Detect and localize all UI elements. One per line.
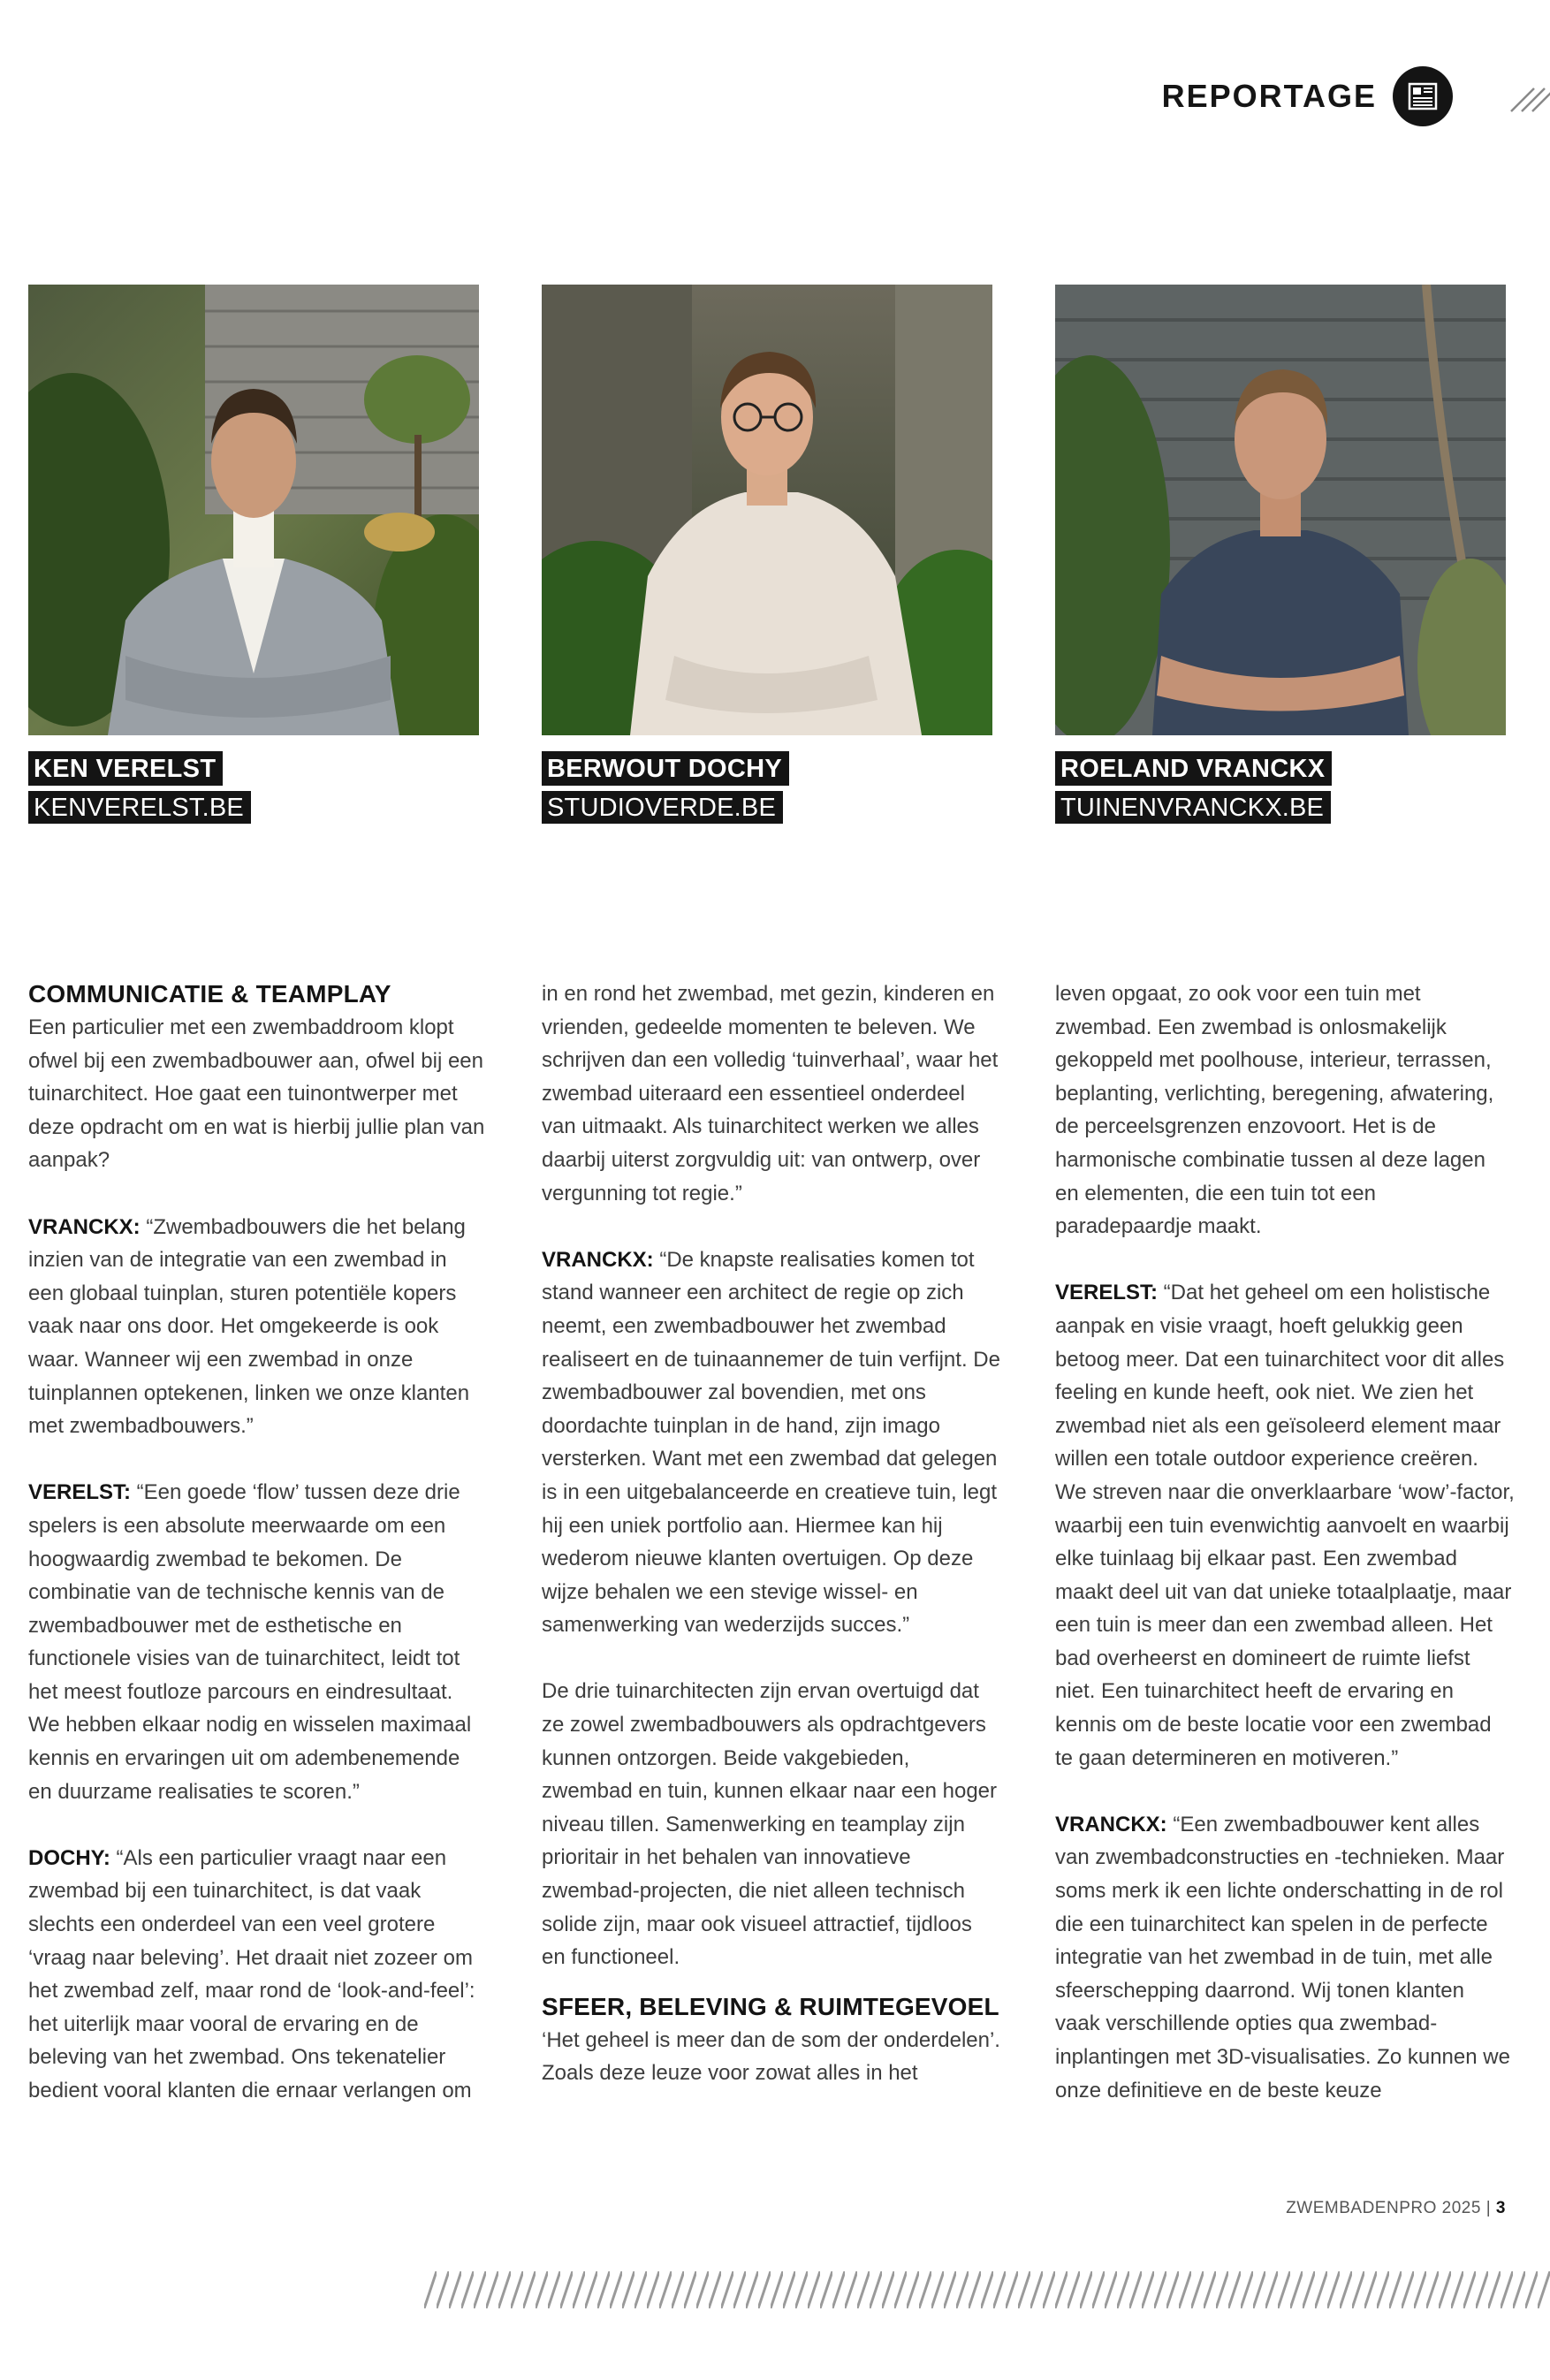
publication-name: ZWEMBADENPRO 2025 | [1286, 2199, 1496, 2217]
portrait-website-link[interactable]: STUDIOVERDE.BE [542, 791, 783, 824]
quote-paragraph [1055, 1808, 1515, 2107]
quote-paragraph [1055, 1276, 1515, 1775]
portrait-photo-berwout-dochy [542, 285, 992, 735]
sfeer-continuation: leven opgaat, zo ook voor een tuin met zwembad. Een zwembad is onlosmakelijk gekoppeld met poolhouse, interieur, terrassen, beplanting, verlichting, beregening, afwatering, de perceelsgrenzen enzovoort. Het is de harmonische combinatie tussen al deze lagen en elementen, die een tuin tot een paradepaardje maakt. [1055, 982, 1494, 1239]
quote-text: “Een goede ‘flow’ tussen deze drie spelers is een absolute meerwaarde om een hoogwaardig zwembad te bekomen. De combinatie van de technische kennis van de zwembadbouwer met de esthetische en functionele visies van de tuinarchitect, leidt tot het meest foutloze parcours en eindresultaat. We hebben elkaar nodig en wisselen maximaal kennis en ervaringen uit om adembenemende en duurzame realisaties te scoren.” [28, 1480, 472, 1804]
portrait-caption [28, 751, 479, 824]
quote-text: “Zwembadbouwers die het belang inzien van de integratie van een zwembad in een globaal tuinplan, sturen potentiële kopers vaak naar ons door. Het omgekeerde is ook waar. Wanneer wij een zwembad in onze tuinplannen optekenen, linken we onze klanten met zwembadbouwers.” [28, 1214, 470, 1439]
speaker-label: VRANCKX: [542, 1247, 654, 1272]
portrait-card-roeland-vranckx [1055, 285, 1506, 824]
article-column-3 [1055, 977, 1515, 2107]
newspaper-icon [1393, 66, 1453, 126]
speaker-label: VERELST: [1055, 1281, 1159, 1305]
speaker-label: VRANCKX: [1055, 1812, 1167, 1836]
speaker-label: DOCHY: [28, 1845, 110, 1870]
portrait-card-ken-verelst [28, 285, 479, 824]
portrait-card-berwout-dochy [542, 285, 992, 824]
section-tag [1162, 64, 1453, 129]
section-label: REPORTAGE [1161, 78, 1377, 114]
article-column-2 [542, 977, 1001, 2090]
quote-continuation: in en rond het zwembad, met gezin, kinderen en vrienden, gedeelde momenten te beleven. We schrijven dan een volledig ‘tuinverhaal’, waar het zwembad uiteraard een essentieel onderdeel van uitmaakt. Als tuinarchitect werken we alles daarbij uiterst zorgvuldig uit: van ontwerp, over vergunning tot regie.” [542, 982, 999, 1205]
heading-sfeer: SFEER, BELEVING & RUIMTEGEVOEL [542, 1992, 999, 2020]
portrait-caption [1055, 751, 1506, 824]
bottom-hatch-decoration [424, 2271, 1550, 2308]
speaker-label: VERELST: [28, 1480, 132, 1505]
portrait-caption [542, 751, 992, 824]
quote-paragraph [28, 1842, 488, 2108]
portrait-name: ROELAND VRANCKX [1055, 751, 1332, 786]
intro-paragraph: Een particulier met een zwembaddroom klopt ofwel bij een zwembadbouwer aan, ofwel bij een tuinarchitect. Hoe gaat een tuinontwerper met deze opdracht om en wat is hierbij jullie plan van aanpak? [28, 1015, 485, 1173]
quote-paragraph [28, 1211, 488, 1443]
quote-paragraph [542, 1243, 1001, 1642]
portrait-photo-roeland-vranckx [1055, 285, 1506, 735]
page-number: 3 [1495, 2199, 1506, 2217]
heading-communicatie: COMMUNICATIE & TEAMPLAY [28, 980, 391, 1008]
portrait-photo-ken-verelst [28, 285, 479, 735]
portrait-name: KEN VERELST [28, 751, 223, 786]
corner-hatch-decoration [1508, 81, 1550, 113]
quote-text: “Dat het geheel om een holistische aanpak en visie vraagt, hoeft gelukkig geen betoog meer. Dat een tuinarchitect voor dit alles feeling en kunde heeft, ook niet. We zien het zwembad niet als een geïsoleerd element maar willen een totale outdoor experience creëren. We streven naar die onverklaarbare ‘wow’-factor, waarbij een tuin evenwichtig aanvoelt en waarbij elke tuinlaag bij elkaar past. Een zwembad maakt deel uit van dat unieke totaalplaatje, maar een tuin is meer dan een zwembad alleen. Het bad overheerst en domineert de ruimte liefst niet. Een tuinarchitect heeft de ervaring en kennis om de beste locatie voor een zwembad te gaan determineren en motiveren.” [1055, 1281, 1515, 1770]
quote-text: “De knapste realisaties komen tot stand wanneer een architect de regie op zich neemt, een zwembadbouwer het zwembad realiseert en de tuinaannemer de tuin verfijnt. De zwembadbouwer zal bovendien, met ons doordachte tuinplan in de hand, zijn imago versterken. Want met een zwembad dat gelegen is in een uitgebalanceerde en creatieve tuin, legt hij een uniek portfolio aan. Hiermee kan hij wederom nieuwe klanten overtuigen. Op deze wijze behalen we een stevige wissel- en samenwerking van wederzijds succes.” [542, 1247, 1000, 1638]
summary-paragraph: De drie tuinarchitecten zijn ervan overtuigd dat ze zowel zwembadbouwers als opdrachtgevers kunnen ontzorgen. Beide vakgebieden, zwembad en tuin, kunnen elkaar naar een hoger niveau tillen. Samenwerking en teamplay zijn prioritair in het behalen van innovatieve zwembad-projecten, die niet alleen technisch solide zijn, maar ook visueel attractief, tijdloos en functioneel. [542, 1679, 998, 1970]
speaker-label: VRANCKX: [28, 1214, 141, 1239]
page-footer [1286, 2199, 1506, 2218]
sfeer-paragraph: ‘Het geheel is meer dan de som der onderdelen’. Zoals deze leuze voor zowat alles in het [542, 2027, 1000, 2086]
portrait-name: BERWOUT DOCHY [542, 751, 789, 786]
quote-text: “Een zwembadbouwer kent alles van zwembadconstructies en -technieken. Maar soms merk ik een lichte onderschatting in de rol die een tuinarchitect kan spelen in de perfecte integratie van het zwembad in de tuin, met alle sfeerschepping daarrond. Wij tonen klanten vaak verschillende opties qua zwembad-inplantingen met 3D-visualisaties. Zo kunnen we onze definitieve en de beste keuze [1055, 1812, 1510, 2102]
quote-paragraph [28, 1476, 488, 1808]
quote-text: “Als een particulier vraagt naar een zwembad bij een tuinarchitect, is dat vaak slechts een onderdeel van een veel grotere ‘vraag naar beleving’. Het draait niet zozeer om het zwembad zelf, maar rond de ‘look-and-feel’: het uiterlijk maar vooral de ervaring en de beleving van het zwembad. Ons tekenatelier bedient vooral klanten die ernaar verlangen om [28, 1845, 475, 2102]
portrait-website-link[interactable]: KENVERELST.BE [28, 791, 251, 824]
portrait-website-link[interactable]: TUINENVRANCKX.BE [1055, 791, 1331, 824]
article-column-1 [28, 977, 488, 2108]
